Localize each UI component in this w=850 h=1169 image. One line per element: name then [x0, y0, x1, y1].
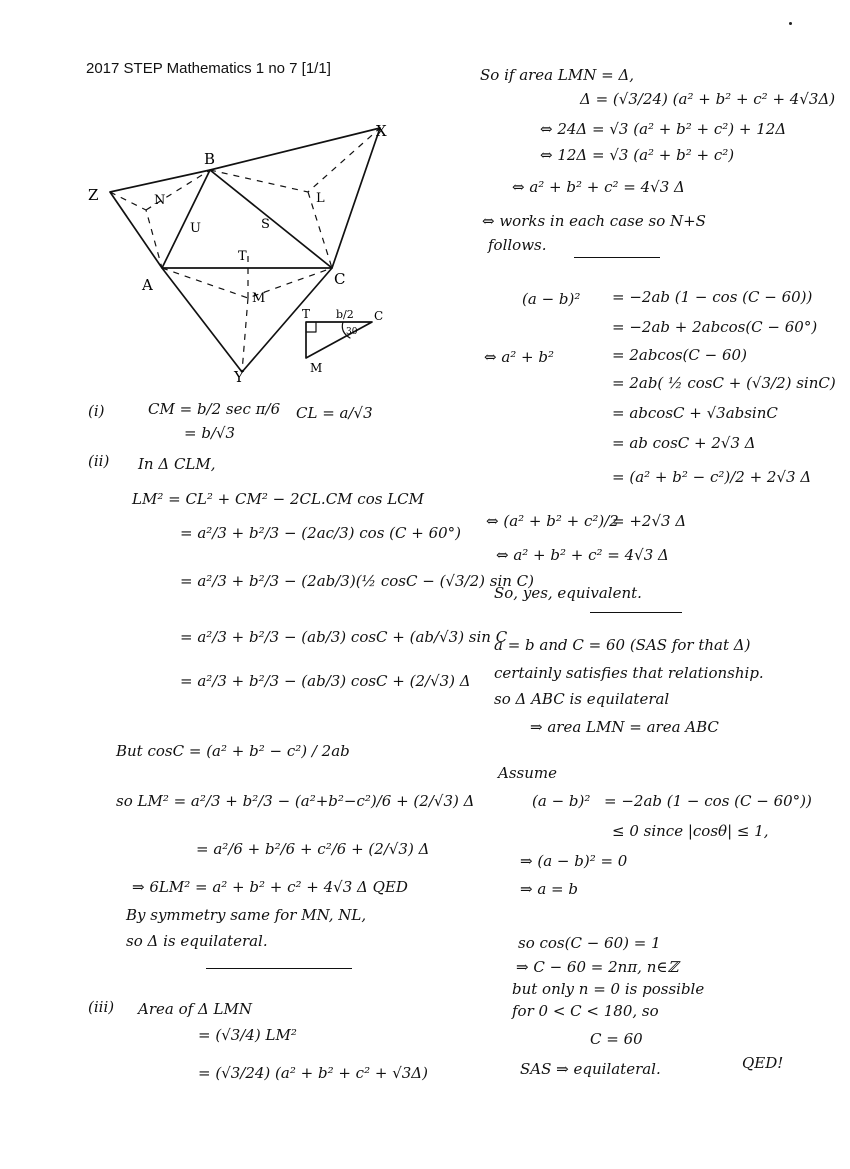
right-line-3: ⇔ 24Δ = √3 (a² + b² + c²) + 12Δ	[540, 120, 787, 138]
step-8-left: ⇔ (a² + b² + c²)/2	[486, 512, 619, 530]
final-line-6: SAS ⇒ equilateral.	[520, 1060, 661, 1078]
part-ii-line-2: = a²/3 + b²/3 − (2ac/3) cos (C + 60°)	[180, 524, 462, 542]
page-title: 2017 STEP Mathematics 1 no 7 [1/1]	[86, 60, 331, 77]
step-3-right: = 2abcos(C − 60)	[612, 346, 747, 364]
label-U: U	[190, 221, 201, 236]
divider-left	[206, 968, 352, 969]
part-ii-line-1: LM² = CL² + CM² − 2CL.CM cos LCM	[132, 490, 424, 508]
step-5-right: = abcosC + √3absinC	[612, 404, 778, 422]
part-ii-but: But cosC = (a² + b² − c²) / 2ab	[116, 742, 350, 760]
label-small-M: M	[310, 361, 323, 375]
final-line-2: ⇒ C − 60 = 2nπ, n∈ℤ	[516, 958, 679, 976]
final-line-3: but only n = 0 is possible	[512, 980, 705, 998]
label-A: A	[142, 276, 153, 294]
label-M: M	[252, 291, 266, 306]
assume-line-4: ⇒ a = b	[520, 880, 578, 898]
step-1-right: = −2ab (1 − cos (C − 60))	[612, 288, 813, 306]
divider-right-2	[590, 612, 682, 613]
label-T: T	[238, 249, 247, 264]
part-ii-line-4: = a²/3 + b²/3 − (ab/3) cosC + (ab/√3) sin C	[180, 628, 508, 646]
part-ii-line-3: = a²/3 + b²/3 − (2ab/3)(½ cosC − (√3/2) sin C)	[180, 572, 534, 590]
final-line-1: so cos(C − 60) = 1	[518, 934, 661, 952]
part-ii-line-5: = a²/3 + b²/3 − (ab/3) cosC + (2/√3) Δ	[180, 672, 471, 690]
part-iii-label: (iii)	[88, 998, 115, 1016]
assume-line-3: ⇒ (a − b)² = 0	[520, 852, 628, 870]
part-ii-intro: In Δ CLM,	[138, 455, 216, 473]
step-9: ⇔ a² + b² + c² = 4√3 Δ	[496, 546, 669, 564]
right-line-4: ⇔ 12Δ = √3 (a² + b² + c²)	[540, 146, 735, 164]
final-qed: QED!	[742, 1054, 784, 1072]
case-line-1: a = b and C = 60 (SAS for that Δ)	[494, 636, 751, 654]
label-small-T: T	[302, 307, 311, 321]
part-iii-line-2: = (√3/24) (a² + b² + c² + √3Δ)	[198, 1064, 428, 1082]
label-small-C: C	[374, 309, 384, 323]
right-line-1: So if area LMN = Δ,	[480, 66, 635, 84]
right-line-5: ⇔ a² + b² + c² = 4√3 Δ	[512, 178, 685, 196]
divider-right-1	[574, 257, 660, 258]
label-angle: 30	[346, 327, 358, 337]
part-i-cl: CL = a/√3	[296, 404, 373, 422]
step-2-right: = −2ab + 2abcos(C − 60°)	[612, 318, 818, 336]
part-ii-result: ⇒ 6LM² = a² + b² + c² + 4√3 Δ QED	[132, 878, 408, 896]
label-N: N	[154, 193, 166, 208]
assume-line-2: ≤ 0 since |cosθ| ≤ 1,	[612, 822, 769, 840]
final-line-4: for 0 < C < 180, so	[512, 1002, 659, 1020]
case-line-4: ⇒ area LMN = area ABC	[530, 718, 719, 736]
assume-line-1-right: = −2ab (1 − cos (C − 60°))	[604, 792, 812, 810]
part-ii-symmetry-1: By symmetry same for MN, NL,	[126, 906, 367, 924]
step-1-left: (a − b)²	[522, 290, 581, 308]
part-ii-equals: = a²/6 + b²/6 + c²/6 + (2/√3) Δ	[196, 840, 430, 858]
step-3-left: ⇔ a² + b²	[484, 348, 555, 366]
label-b-half: b/2	[336, 308, 354, 321]
right-line-6: ⇔ works in each case so N+S	[482, 212, 706, 230]
case-line-2: certainly satisfies that relationship.	[494, 664, 764, 682]
corner-mark	[789, 22, 792, 25]
triangle-diagram	[80, 110, 400, 390]
step-7-right: = (a² + b² − c²)/2 + 2√3 Δ	[612, 468, 812, 486]
label-C: C	[334, 270, 346, 288]
part-ii-symmetry-2: so Δ is equilateral.	[126, 932, 268, 950]
step-10: So, yes, equivalent.	[494, 584, 642, 602]
right-line-7: follows.	[488, 236, 547, 254]
label-Z: Z	[88, 186, 99, 204]
label-Y: Y	[234, 368, 244, 386]
label-L: L	[316, 191, 325, 206]
part-ii-label: (ii)	[88, 452, 110, 470]
right-line-2: Δ = (√3/24) (a² + b² + c² + 4√3Δ)	[580, 90, 836, 108]
part-i-cm-simplified: = b/√3	[184, 424, 236, 442]
assume-heading: Assume	[498, 764, 557, 782]
part-iii-line-1: = (√3/4) LM²	[198, 1026, 297, 1044]
step-4-right: = 2ab( ½ cosC + (√3/2) sinC)	[612, 374, 836, 392]
step-8-right: = +2√3 Δ	[612, 512, 687, 530]
step-6-right: = ab cosC + 2√3 Δ	[612, 434, 756, 452]
assume-line-1-left: (a − b)²	[532, 792, 591, 810]
label-X: X	[376, 122, 387, 140]
case-line-3: so Δ ABC is equilateral	[494, 690, 670, 708]
part-i-cm: CM = b/2 sec π/6	[148, 400, 281, 418]
label-B: B	[204, 150, 216, 168]
label-S: S	[261, 217, 270, 232]
part-i-label: (i)	[88, 402, 105, 420]
part-ii-so: so LM² = a²/3 + b²/3 − (a²+b²−c²)/6 + (2/√3) Δ	[116, 792, 475, 810]
final-line-5: C = 60	[590, 1030, 643, 1048]
part-iii-heading: Area of Δ LMN	[138, 1000, 252, 1018]
